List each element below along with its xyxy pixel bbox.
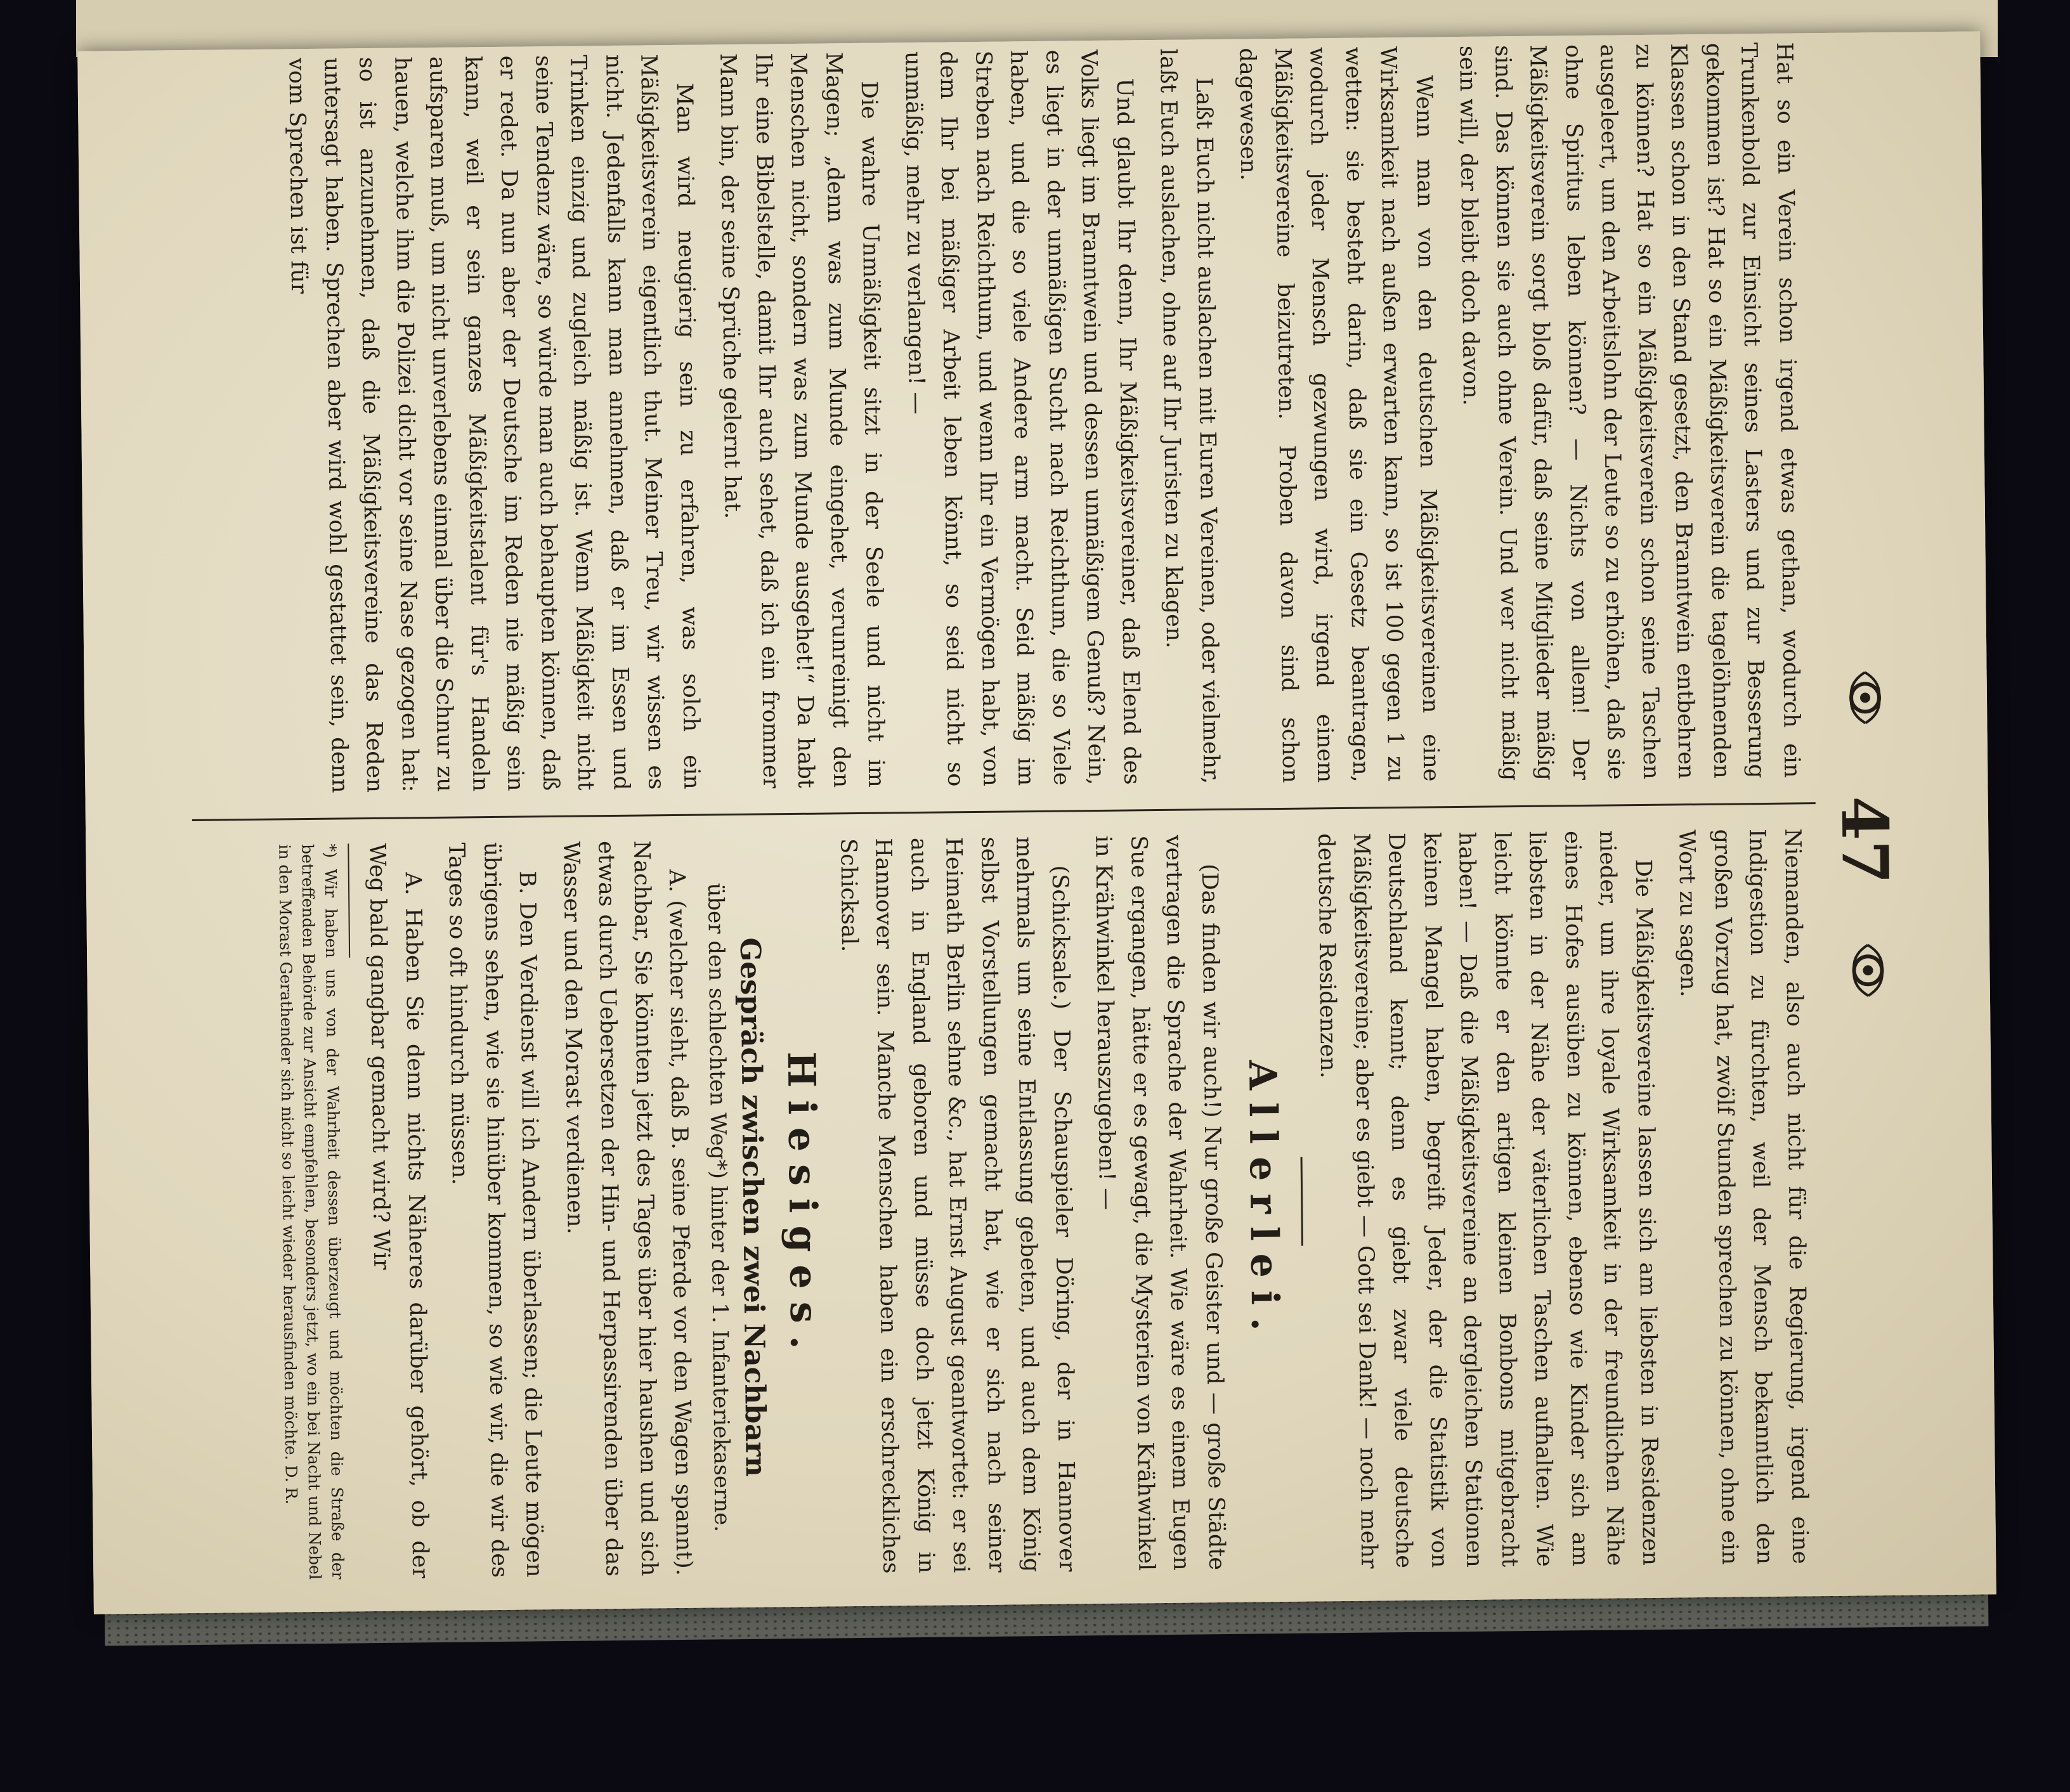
- left-paragraph: Wenn man von den deutschen Mäßigkeitsvereinen eine Wirksamkeit nach außen erwarten kann, so ist 100 gegen 1 zu wetten: sie besteht darin, daß sie ein Gesetz beantragen, wodurch jeder Mensch gezwungen wird, irgend einem Mäßigkeitsvereine beizutreten. Proben davon sind schon dagewesen.: [1234, 46, 1444, 784]
- left-paragraph: Man wird neugierig sein zu erfahren, was solch ein Mäßigkeitsverein eigentlich thut. Meiner Treu, wir wissen es nicht. Jedenfalls kann man annehmen, daß er im Essen und Trinken einzig und zugleich mäßig ist. Wenn Mäßigkeit nicht seine Tendenz wäre, so würde man auch behaupten können, daß er redet. Da nun aber der Deutsche im Reden nie mäßig sein kann, weil er sein ganzes Mäßigkeitstalent für's Handeln aufsparen muß, um nicht unverlebens einmal über die Schnur zu hauen, welche ihm die Polizei dicht vor seine Nase gezogen hat: so ist anzunehmen, daß die Mäßigkeitsvereine das Reden untersagt haben. Sprechen aber wird wohl gestattet sein, denn vom Sprechen ist für: [283, 54, 705, 793]
- footnote-rule: [348, 843, 350, 958]
- ornament-right-icon: [1842, 942, 1894, 999]
- right-paragraph: A. Haben Sie denn nichts Näheres darüber gehört, ob der Weg bald gangbar gemacht wird? Wir: [364, 843, 433, 1579]
- right-paragraph: A. (welcher sieht, daß B. seine Pferde vor den Wagen spannt). Nachbar, Sie könnten jetzt des Tages über hier haushen und sich etwas durch Uebersetzen der Hin- und Herpassirenden über das Wasser und den Morast verdienen.: [558, 840, 697, 1577]
- left-column: [25, 42, 1809, 796]
- ornament-left-icon: [1840, 669, 1891, 727]
- right-paragraph: B. Den Verdienst will ich Andern überlassen; die Leute mögen übrigens sehen, wie sie hinüber kommen, so wie wir, die wir des Tages so oft hindurch müssen.: [443, 841, 547, 1578]
- page-header: [1821, 739, 1912, 930]
- left-paragraph: Laßt Euch nicht auslachen mit Euren Vereinen, oder vielmehr, laßt Euch auslachen, ohne auf Ihr Juristen zu klagen.: [1155, 48, 1224, 784]
- page-number: 47: [1826, 795, 1903, 885]
- section-title-allerlei: Allerlei.: [1239, 1060, 1287, 1344]
- left-paragraph: Hat so ein Verein schon irgend etwas gethan, wodurch ein Trunkenbold zur Einsicht seines Lasters und zur Besserung gekommen ist? Hat so ein Mäßigkeitsverein die tagelöhnenden Klassen schon in den Stand gesetzt, den Branntwein entbehren zu können? Hat so ein Mäßigkeitsverein schon seine Taschen ausgeleert, um den Arbeitslohn der Leute so zu erhöhen, daß sie ohne Spiritus leben können? — Nichts von allem! Der Mäßigkeitsverein sorgt bloß dafür, daß seine Mitglieder mäßig sind. Das können sie auch ohne Verein. Und wer nicht mäßig sein will, der bleibt doch davon.: [1454, 42, 1805, 781]
- right-paragraph: (Das finden wir auch!) Nur große Geister und — große Städte vertragen die Sprache der Wahrheit. Wie wäre es einem Eugen Sue ergangen, hätte er es gewagt, die Mysterien von Krähwinkel in Krähwinkel herauszugeben! —: [1090, 834, 1230, 1571]
- section-subtitle: Gespräch zwischen zwei Nachbarn: [734, 937, 772, 1477]
- section-divider: [1301, 1157, 1303, 1246]
- left-paragraph: Und glaubt Ihr denn, Ihr Mäßigkeitsvereiner, daß Elend des Volks liegt im Branntwein und dessen unmäßigem Genuß? Nein, es liegt in der unmäßigen Sucht nach Reichthum, die so Viele haben, und die so viele Andere arm macht. Seid mäßig im Streben nach Reichthum, und wenn Ihr ein Vermögen habt, von dem Ihr bei mäßiger Arbeit leben könnt, so seid nicht so unmäßig, mehr zu verlangen! —: [900, 49, 1145, 787]
- right-paragraph: Die Mäßigkeitsvereine lassen sich am liebsten in Residenzen nieder, um ihre loyale Wirksamkeit in der freundlichen Nähe eines Hofes ausüben zu können, ebenso wie Kinder sich am liebsten in der Nähe der väterlichen Taschen aufhalten. Wie leicht könnte er den artigen kleinen Bonbons mitgebracht haben! — Daß die Mäßigkeitsvereine an dergleichen Stationen keinen Mangel haben, begreift Jeder, der die Statistik von Deutschland kennt; denn es giebt zwar viele deutsche Mäßigkeitsvereine; aber es giebt — Gott sei Dank! — noch mehr deutsche Residenzen.: [1313, 830, 1663, 1569]
- newspaper-page: [77, 31, 1996, 1614]
- page-content-rotated: [152, 41, 1944, 1581]
- column-separator: [192, 802, 1816, 821]
- right-paragraph: (Schicksale.) Der Schauspieler Döring, der in Hannover mehrmals um seine Entlassung gebeten, und auch dem König selbst Vorstellungen gemacht hat, wie er sich nach seiner Heimath Berlin sehne &c., hat Ernst August geantwortet: er sei auch in England geboren und müsse doch jetzt König in Hannover sein. Manche Menschen haben ein erschreckliches Schicksal.: [835, 836, 1080, 1574]
- section-title-hiesiges: Hiesiges.: [779, 1051, 827, 1362]
- left-paragraph: Die wahre Unmäßigkeit sitzt in der Seele und nicht im Magen; „denn was zum Munde eingehet, verunreinigt den Menschen nicht, sondern was zum Munde ausgehet!“ Da habt Ihr eine Bibelstelle, damit Ihr auch sehet, daß ich ein frommer Mann bin, der seine Sprüche gelernt hat.: [715, 52, 889, 789]
- right-paragraph: Niemanden, also auch nicht für die Regierung, irgend eine Indigestion zu fürchten, weil der Mensch bekanntlich den großen Vorzug hat, zwölf Stunden sprechen zu können, ohne ein Wort zu sagen.: [1674, 828, 1813, 1565]
- footnote: *) Wir haben uns von der Wahrheit dessen überzeugt und möchten die Straße der betreffenden Behörde zur Ansicht empfehlen, besonders jetzt, wo ein bei Nacht und Nebel in den Morast Gerathender sich nicht so leicht wieder herausfinden möchte. D. R.: [275, 843, 348, 1580]
- section-subtitle-line2: über den schlechten Weg*) hinter der 1. Infanteriekaserne.: [703, 883, 736, 1533]
- right-column: [34, 828, 1817, 1582]
